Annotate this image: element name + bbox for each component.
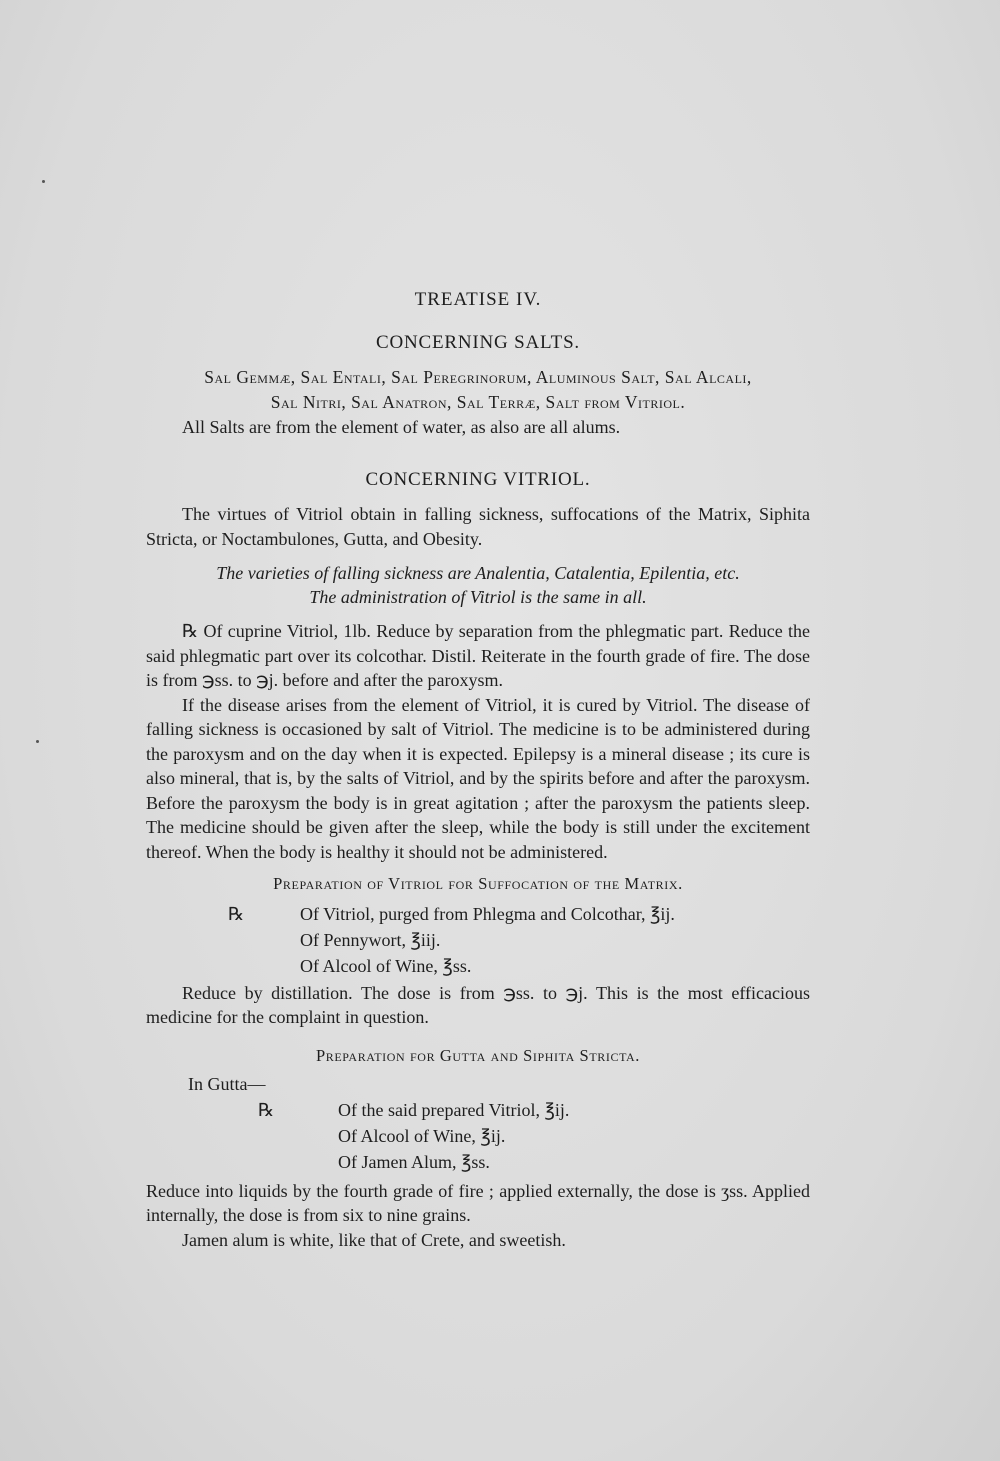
prep-matrix-heading: Preparation of Vitriol for Suffocation of the Matrix.: [273, 874, 683, 893]
falling-sickness-paragraph: If the disease arises from the element of Vitriol, it is cured by Vitriol. The disease of falling sickness is occasioned by salt of Vitriol. The medicine is to be administered during the paroxysm and on the day when it is expected. Epilepsy is a mineral disease ; its cure is also mineral, that is, by the salts of Vitriol, and by the spirits before and after the paroxysm. Before the paroxysm the body is in great agitation ; after the paroxysm the patients sleep. The medicine should be given after the sleep, while the body is still under the excitement thereof. When the body is healthy it should not be administered.: [146, 694, 810, 862]
page-text: [146, 288, 810, 1252]
prep-matrix-instructions: Reduce by distillation. The dose is from ℈ss. to ℈j. This is the most efficacious medicine for the complaint in question.: [146, 982, 810, 1027]
vitriol-virtues-paragraph: The virtues of Vitriol obtain in falling sickness, suffocations of the Matrix, Siphita Stricta, or Noctambulones, Gutta, and Obesity.: [146, 504, 810, 549]
cuprine-vitriol-recipe: ℞ Of cuprine Vitriol, 1lb. Reduce by separation from the phlegmatic part. Reduce the said phlegmatic part over its colcothar. Distil. Reiterate in the fourth grade of fire. The dose is from ℈ss. to ℈j. before and after the paroxysm.: [146, 621, 810, 690]
treatise-title: TREATISE IV.: [414, 289, 542, 310]
italic-note: [146, 561, 810, 609]
recipe-item: Of Pennywort, ℥iij.: [300, 929, 441, 950]
prep-gutta-recipe: [146, 1097, 810, 1175]
jamen-alum-note: Jamen alum is white, like that of Crete, and sweetish.: [182, 1229, 566, 1250]
salts-heading: CONCERNING SALTS.: [376, 331, 580, 353]
salts-list-line-2: Sal Nitri, Sal Anatron, Sal Terræ, Salt from Vitriol.: [270, 392, 686, 412]
recipe-symbol: ℞: [228, 903, 245, 924]
recipe-item: Of Alcool of Wine, ℥ij.: [338, 1125, 506, 1146]
prep-gutta-items: [338, 1097, 569, 1175]
recipe-item: Of Jamen Alum, ℥ss.: [338, 1151, 490, 1172]
prep-matrix-recipe: [146, 901, 810, 979]
prep-gutta-lead: In Gutta—: [188, 1074, 266, 1094]
recipe-item: Of Alcool of Wine, ℥ss.: [300, 955, 472, 976]
italic-note-line-1: The varieties of falling sickness are Analentia, Catalentia, Epilentia, etc.: [216, 563, 740, 583]
prep-gutta-instructions: Reduce into liquids by the fourth grade of fire ; applied externally, the dose is ʒss. Applied internally, the dose is from six to nine grains.: [146, 1180, 810, 1225]
salts-note: All Salts are from the element of water, as also are all alums.: [182, 417, 621, 437]
salts-list-line-1: Sal Gemmæ, Sal Entali, Sal Peregrinorum, Aluminous Salt, Sal Alcali,: [204, 367, 752, 387]
vitriol-heading: CONCERNING VITRIOL.: [365, 468, 591, 490]
italic-note-line-2: The administration of Vitriol is the same in all.: [309, 587, 647, 607]
prep-gutta-heading: Preparation for Gutta and Siphita Stricta.: [315, 1045, 641, 1065]
paper-speck: [36, 740, 39, 743]
recipe-item: Of the said prepared Vitriol, ℥ij.: [338, 1099, 570, 1120]
paper-speck: [42, 180, 45, 183]
recipe-symbol: ℞: [258, 1099, 275, 1120]
recipe-item: Of Vitriol, purged from Phlegma and Colcothar, ℥ij.: [300, 903, 675, 924]
prep-matrix-items: [300, 901, 675, 979]
